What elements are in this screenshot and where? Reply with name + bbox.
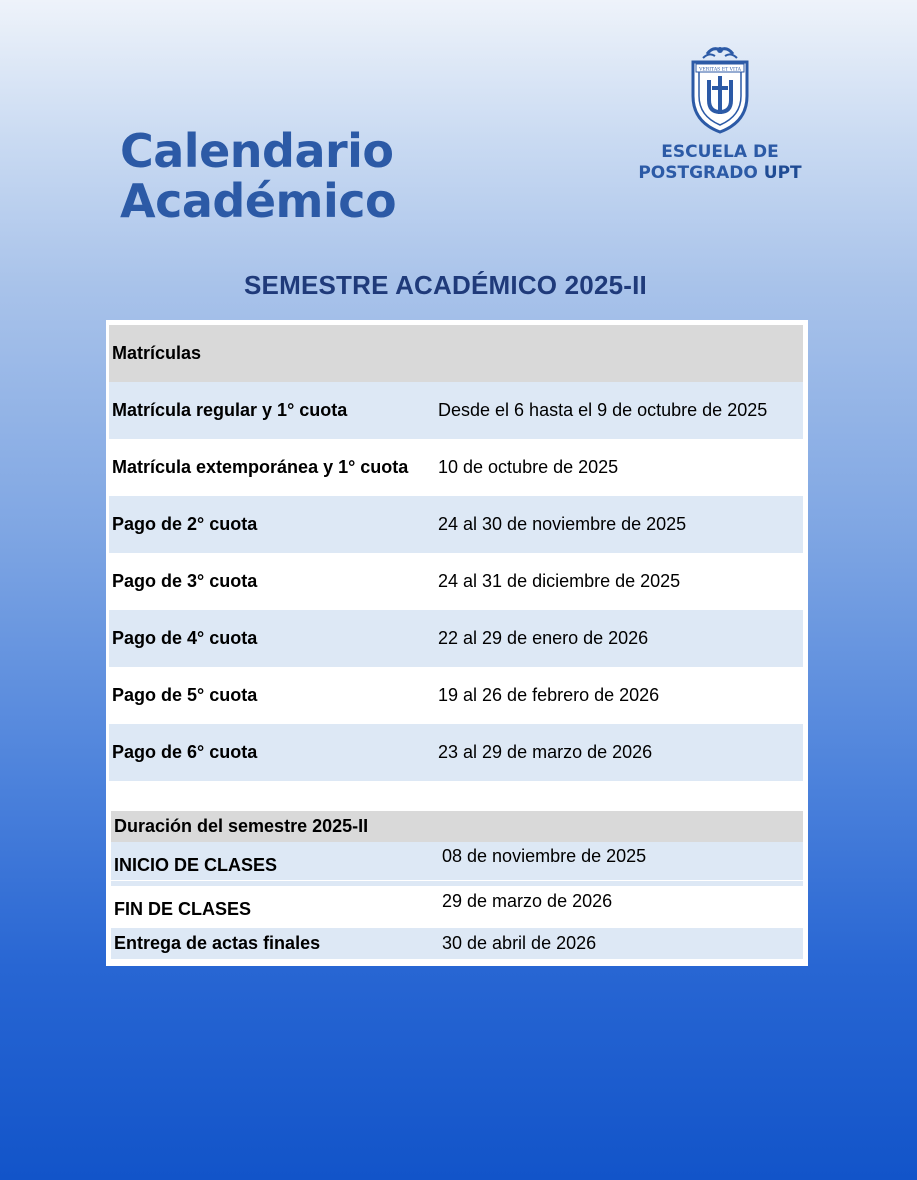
title-line-1: Calendario xyxy=(120,124,394,178)
semester-title: SEMESTRE ACADÉMICO 2025-II xyxy=(244,270,647,300)
section-header-matriculas xyxy=(109,325,803,382)
table-row xyxy=(111,928,803,959)
page-title xyxy=(120,126,396,226)
table-row xyxy=(109,496,803,553)
logo-text xyxy=(628,142,812,184)
logo-line-2-text: POSTGRADO xyxy=(638,163,758,183)
row-value: 22 al 29 de enero de 2026 xyxy=(438,628,649,648)
row-label: Matrícula extemporánea y 1° cuota xyxy=(112,457,409,477)
row-label: INICIO DE CLASES xyxy=(114,855,278,875)
row-value: 08 de noviembre de 2025 xyxy=(442,846,647,866)
table-row xyxy=(109,667,803,724)
row-label: Entrega de actas finales xyxy=(114,933,321,953)
row-value: 24 al 31 de diciembre de 2025 xyxy=(438,571,681,591)
table-row xyxy=(109,553,803,610)
table-row xyxy=(111,842,803,880)
table-row xyxy=(109,382,803,439)
section-heading: Matrículas xyxy=(112,343,202,363)
row-label: Pago de 2° cuota xyxy=(112,514,258,534)
row-label: Pago de 3° cuota xyxy=(112,571,258,591)
table-row xyxy=(109,610,803,667)
row-value: 24 al 30 de noviembre de 2025 xyxy=(438,514,687,534)
row-label: Matrícula regular y 1° cuota xyxy=(112,400,348,420)
section-heading: Duración del semestre 2025-II xyxy=(114,816,369,836)
row-value: 23 al 29 de marzo de 2026 xyxy=(438,742,653,762)
logo-upt-text: UPT xyxy=(763,163,802,183)
section-header-duracion xyxy=(111,811,803,842)
row-value: 10 de octubre de 2025 xyxy=(438,457,619,477)
row-value: 19 al 26 de febrero de 2026 xyxy=(438,685,660,705)
row-value: 29 de marzo de 2026 xyxy=(442,891,613,911)
upt-logo xyxy=(628,44,812,184)
table-row xyxy=(109,724,803,781)
row-value: Desde el 6 hasta el 9 de octubre de 2025 xyxy=(438,400,768,420)
logo-line-1: ESCUELA DE xyxy=(661,142,779,162)
row-value: 30 de abril de 2026 xyxy=(442,933,597,953)
title-line-2: Académico xyxy=(120,174,397,228)
row-label: Pago de 4° cuota xyxy=(112,628,258,648)
row-label: Pago de 6° cuota xyxy=(112,742,258,762)
row-label: Pago de 5° cuota xyxy=(112,685,258,705)
university-seal-icon xyxy=(685,44,755,134)
table-row xyxy=(111,886,803,928)
row-label: FIN DE CLASES xyxy=(114,899,252,919)
logo-line-2 xyxy=(628,163,812,184)
table-row xyxy=(109,439,803,496)
calendar-table xyxy=(106,320,808,966)
logo-motto: VERITAS ET VITA xyxy=(699,67,741,73)
